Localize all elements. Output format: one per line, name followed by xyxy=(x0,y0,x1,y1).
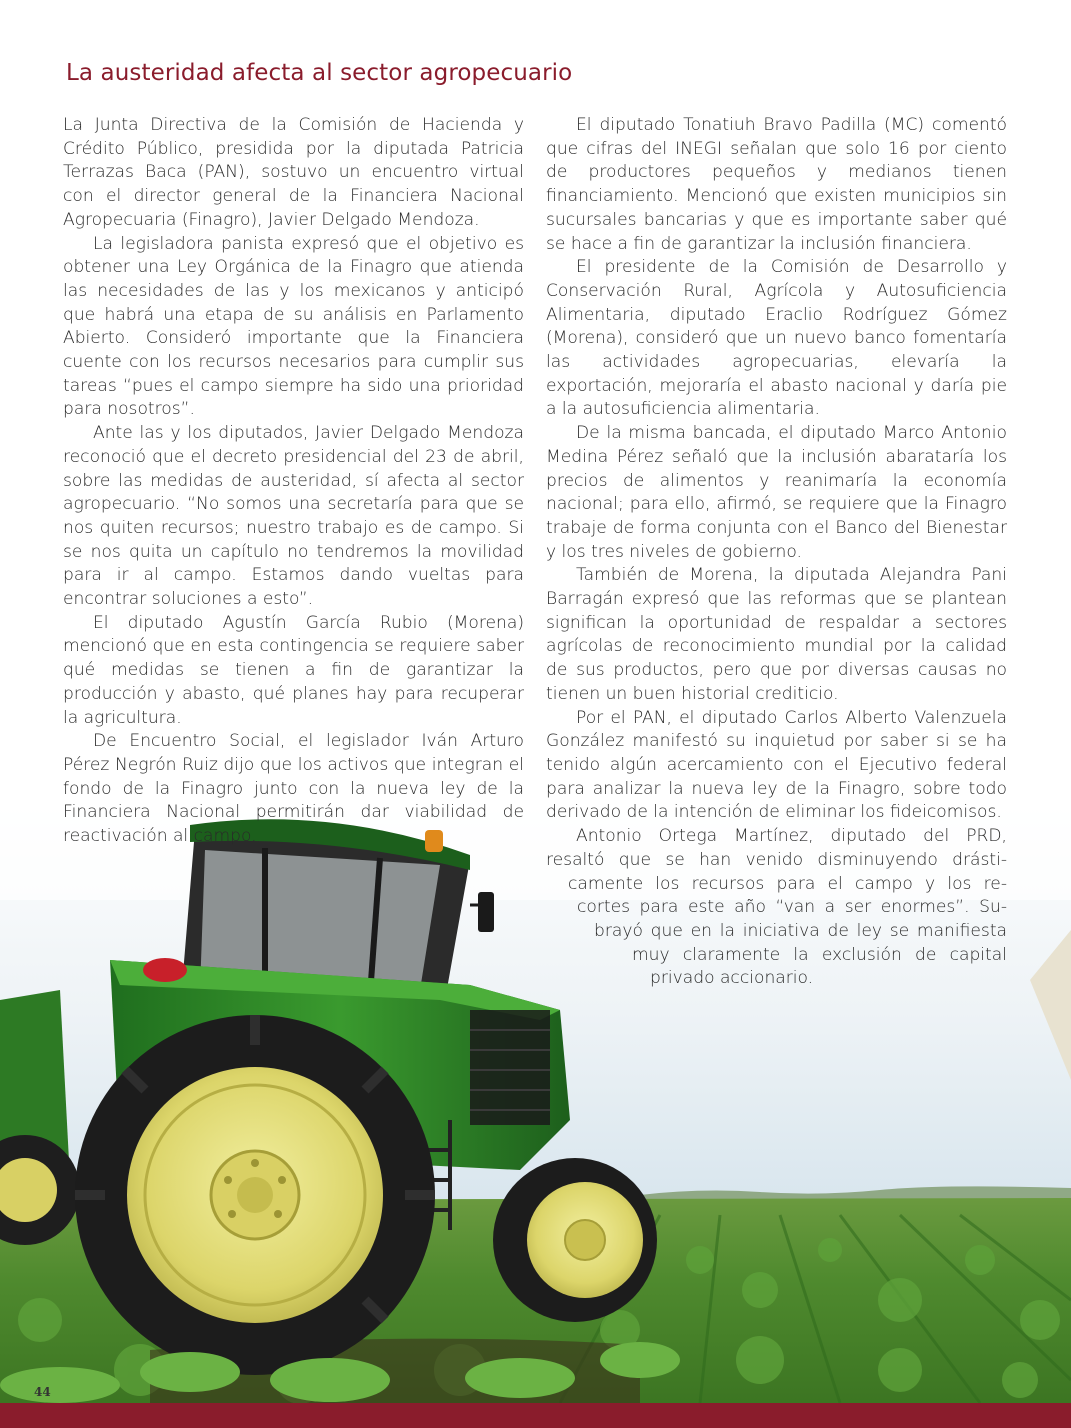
paragraph: El diputado Agustín García Rubio (Morena) mencionó que en esta contingencia se requiere saber qué medidas se tienen a fin de garantizar la producción y abasto, qué planes hay para recuperar la agricultura. xyxy=(63,612,524,728)
paragraph: También de Morena, la diputada Alejandra Pani Barragán expresó que las reformas que se plantean significan la oportunidad de respaldar a sectores agrícolas de reconocimiento mundial por la calidad de sus productos, pero que por diversas causas no tienen un buen historial crediticio. xyxy=(546,565,1007,704)
paragraph: Ante las y los diputados, Javier Delgado Mendoza reconoció que el decreto presidencial del 23 de abril, sobre las medidas de austeridad, sí afecta al sector agropecuario. “No somos una secretaría para que se nos quiten recursos; nuestro trabajo es de campo. Si se nos quita un capítulo no tendremos la movilidad para ir al campo. Estamos dando vueltas para encontrar soluciones a esto”. xyxy=(63,423,524,610)
paragraph: De la misma bancada, el diputado Marco Antonio Medina Pérez señaló que la inclusión abarataría los precios de alimentos y reanimaría la economía nacional; para ello, afirmó, se requiere que la Finagro trabaje de forma conjunta con el Banco del Bienestar y los tres niveles de gobierno. xyxy=(546,423,1007,562)
left-column xyxy=(63,114,524,849)
paragraph-line: cortes para este año “van a ser enormes”. Su- xyxy=(577,897,1007,918)
article-title: La austeridad afecta al sector agropecuario xyxy=(66,60,573,86)
paragraph: El diputado Tonatiuh Bravo Padilla (MC) comentó que cifras del INEGI señalan que solo 16 por ciento de productores pequeños y medianos tienen financiamiento. Mencionó que existen municipios sin sucursales bancarias y que es importante saber qué se hace a fin de garantizar la inclusión financiera. xyxy=(546,115,1007,254)
paragraph-line: privado accionario. xyxy=(650,968,814,989)
wrapped-paragraph xyxy=(546,825,1007,991)
paragraph: Por el PAN, el diputado Carlos Alberto Valenzuela González manifestó su inquietud por saber si se ha tenido algún acercamiento con el Ejecutivo federal para analizar la nueva ley de la Finagro, sobre todo derivado de la intención de eliminar los fideicomisos. xyxy=(546,707,1007,823)
right-column xyxy=(546,114,1007,991)
paragraph-line: brayó que en la iniciativa de ley se manifiesta xyxy=(594,920,1007,941)
footer-bar xyxy=(0,1403,1071,1428)
paragraph: De Encuentro Social, el legislador Iván Arturo Pérez Negrón Ruiz dijo que los activos que integran el fondo de la Finagro junto con la nueva ley de la Financiera Nacional permitirán dar viabilidad de reactivación al campo. xyxy=(63,731,524,847)
paragraph: La legisladora panista expresó que el objetivo es obtener una Ley Orgánica de la Finagro que atienda las necesidades de las y los mexicanos y anticipó que habrá una etapa de su análisis en Parlamento Abierto. Consideró importante que la Financiera cuente con los recursos necesarios para cumplir sus tareas “pues el campo siempre ha sido una prioridad para nosotros”. xyxy=(63,233,524,420)
paragraph-line: camente los recursos para el campo y los re- xyxy=(568,873,1007,894)
paragraph: La Junta Directiva de la Comisión de Hacienda y Crédito Público, presidida por la diputada Patricia Terrazas Baca (PAN), sostuvo un encuentro virtual con el director general de la Financiera Nacional Agropecuaria (Finagro), Javier Delgado Mendoza. xyxy=(63,115,524,230)
paragraph-line: Antonio Ortega Martínez, diputado del PRD, xyxy=(576,826,1007,847)
paragraph: El presidente de la Comisión de Desarrollo y Conservación Rural, Agrícola y Autosuficiencia Alimentaria, diputado Eraclio Rodríguez Gómez (Morena), consideró que un nuevo banco fomentaría las actividades agropecuarias, elevaría la exportación, mejoraría el abasto nacional y daría pie a la autosuficiencia alimentaria. xyxy=(546,257,1007,420)
page-number: 44 xyxy=(34,1385,51,1399)
paragraph-line: resaltó que se han venido disminuyendo drásti- xyxy=(546,849,1007,870)
paragraph-line: muy claramente la exclusión de capital xyxy=(632,944,1007,965)
